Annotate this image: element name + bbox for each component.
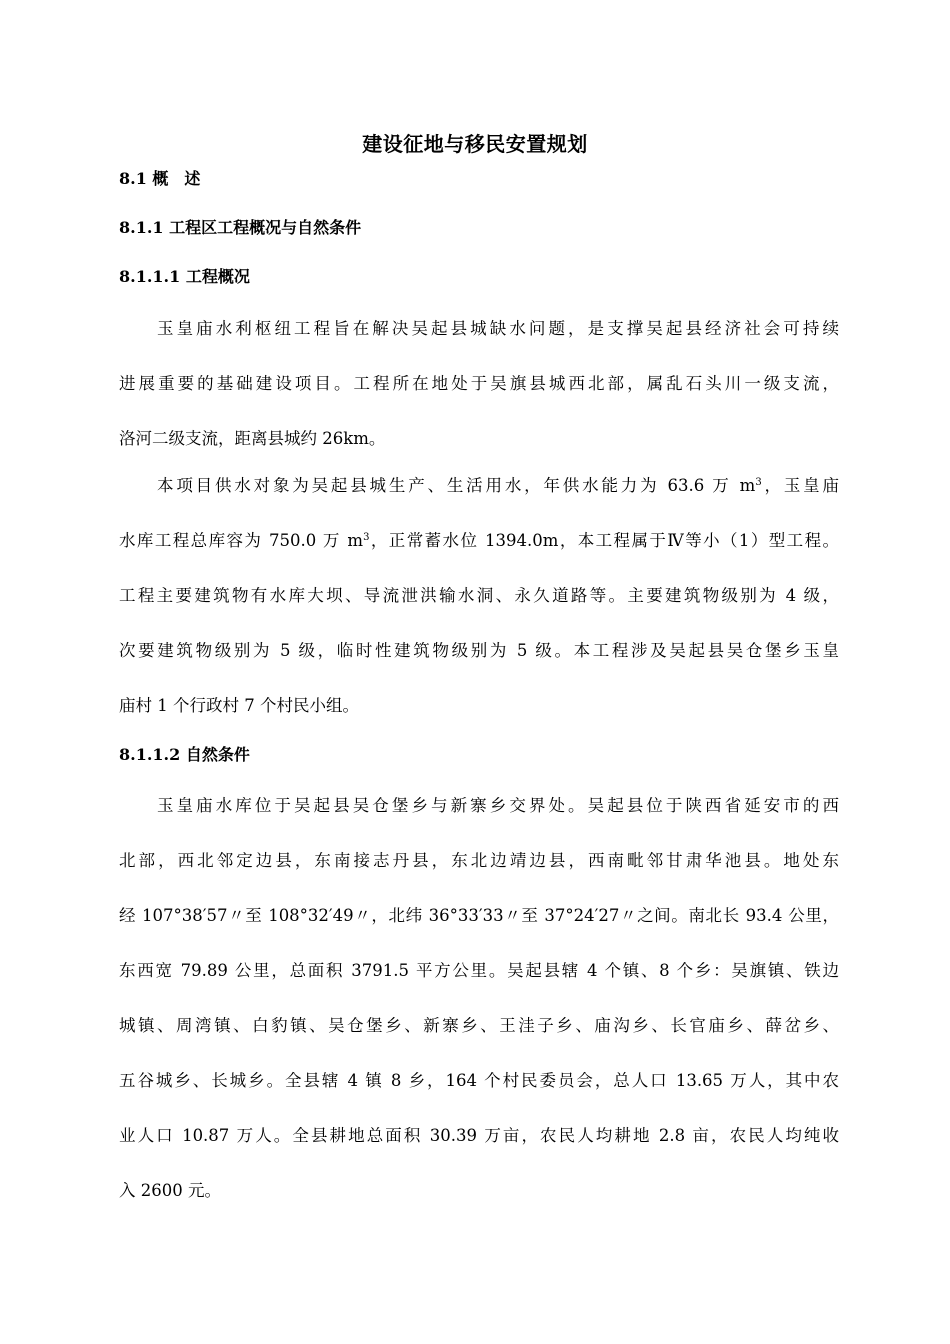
paragraph-line: 业人口 10.87 万人。全县耕地总面积 30.39 万亩，农民人均耕地 2.8 亩，农民人均纯收	[119, 1126, 839, 1145]
paragraph-line: 东西宽 79.89 公里，总面积 3791.5 平方公里。吴起县辖 4 个镇、8 个乡：吴旗镇、铁边	[119, 961, 839, 980]
paragraph-line: 庙村 1 个行政村 7 个村民小组。	[119, 696, 359, 715]
superscript: 3	[363, 532, 370, 543]
line-text: 水库工程总库容为 750.0 万 m	[119, 531, 364, 550]
section-heading-8-1-1: 8.1.1 工程区工程概况与自然条件	[119, 218, 362, 237]
paragraph-line: 城镇、周湾镇、白豹镇、吴仓堡乡、新寨乡、王洼子乡、庙沟乡、长官庙乡、薛岔乡、	[119, 1016, 839, 1035]
paragraph-line: 五谷城乡、长城乡。全县辖 4 镇 8 乡，164 个村民委员会，总人口 13.65 万人，其中农	[119, 1071, 839, 1090]
line-text: ，正常蓄水位 1394.0m，本工程属于Ⅳ等小（1）型工程。	[369, 531, 840, 550]
paragraph-line	[119, 527, 839, 551]
section-heading-8-1-1-2: 8.1.1.2 自然条件	[119, 745, 250, 764]
paragraph-line	[157, 472, 839, 496]
section-heading-8-1-1-1: 8.1.1.1 工程概况	[119, 267, 250, 286]
superscript: 3	[755, 477, 762, 488]
paragraph-line: 玉皇庙水利枢纽工程旨在解决吴起县城缺水问题，是支撑吴起县经济社会可持续	[157, 319, 839, 338]
paragraph-line: 北部，西北邻定边县，东南接志丹县，东北边靖边县，西南毗邻甘肃华池县。地处东	[119, 851, 839, 870]
paragraph-line: 次要建筑物级别为 5 级，临时性建筑物级别为 5 级。本工程涉及吴起县吴仓堡乡玉皇	[119, 641, 839, 660]
paragraph-line: 工程主要建筑物有水库大坝、导流泄洪输水洞、永久道路等。主要建筑物级别为 4 级，	[119, 586, 839, 605]
line-text: 本项目供水对象为吴起县城生产、生活用水，年供水能力为 63.6 万 m	[157, 476, 756, 495]
paragraph-line: 经 107°38′57〃至 108°32′49〃，北纬 36°33′33〃至 37°24′27〃之间。南北长 93.4 公里，	[119, 906, 839, 925]
paragraph-line: 进展重要的基础建设项目。工程所在地处于吴旗县城西北部，属乱石头川一级支流，	[119, 374, 839, 393]
document-title: 建设征地与移民安置规划	[362, 132, 588, 156]
paragraph-line: 入 2600 元。	[119, 1181, 221, 1200]
section-heading-8-1: 8.1 概 述	[119, 169, 201, 188]
paragraph-line: 玉皇庙水库位于吴起县吴仓堡乡与新寨乡交界处。吴起县位于陕西省延安市的西	[157, 796, 839, 815]
paragraph-line: 洛河二级支流，距离县城约 26km。	[119, 429, 386, 448]
line-text: ，玉皇庙	[761, 476, 839, 495]
